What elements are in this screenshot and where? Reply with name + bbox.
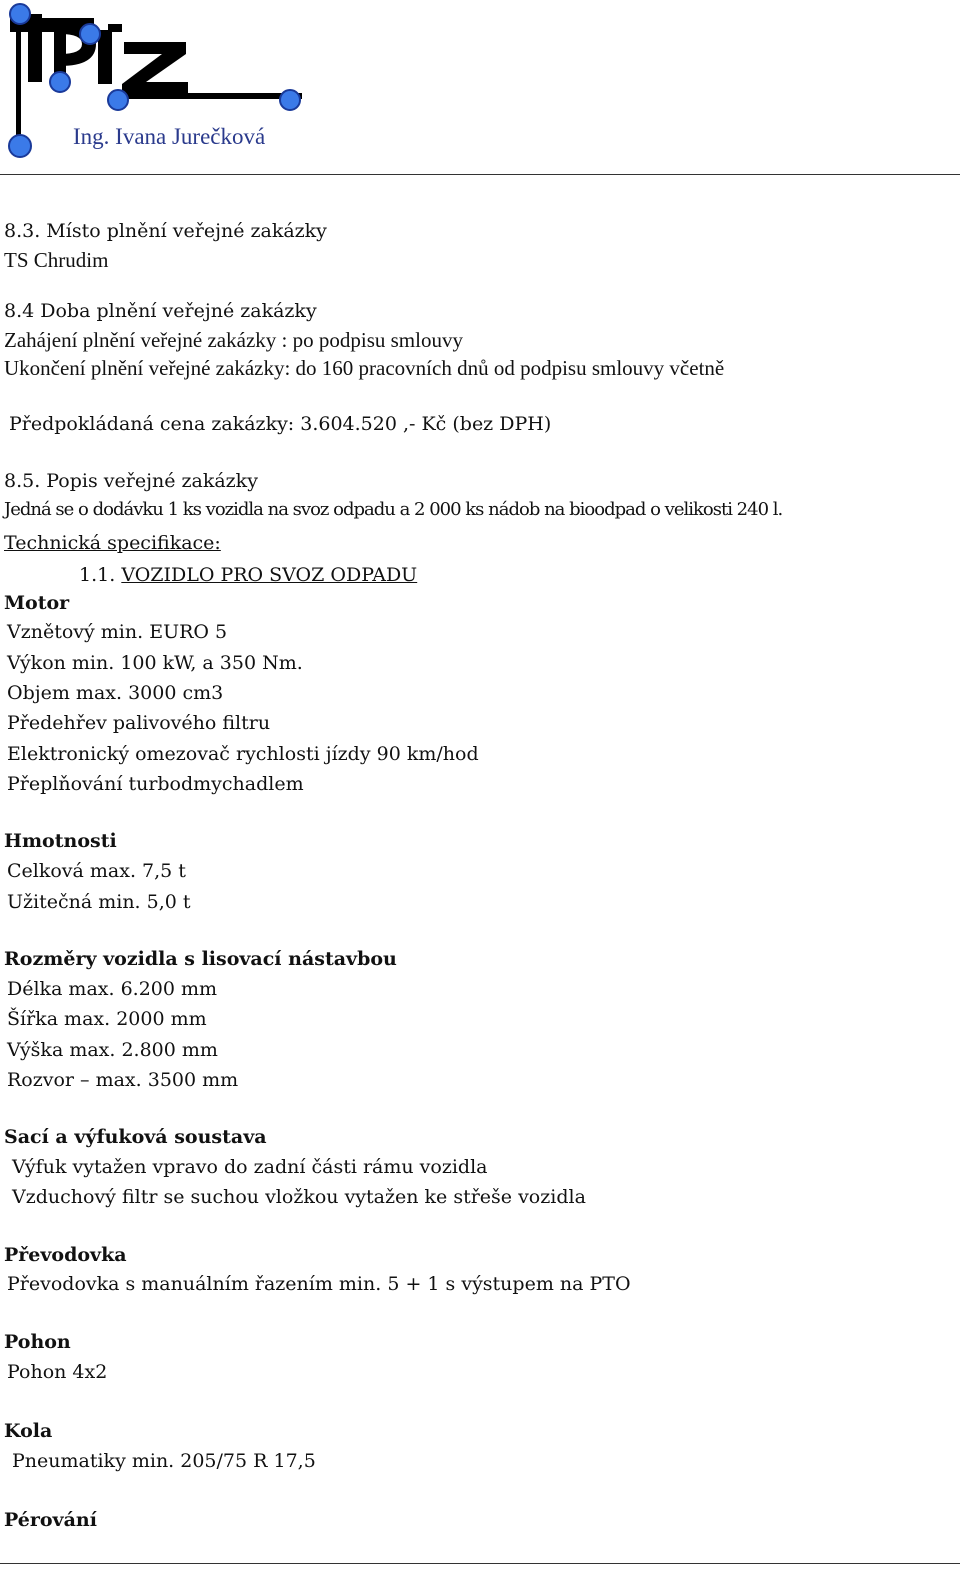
dimensions-line: Výška max. 2.800 mm — [7, 1039, 218, 1061]
motor-line: Elektronický omezovač rychlosti jízdy 90 km/hod — [7, 743, 479, 765]
footer-divider — [0, 1563, 960, 1564]
drive-heading: Pohon — [4, 1331, 71, 1353]
dimensions-heading: Rozměry vozidla s lisovací nástavbou — [4, 948, 397, 970]
intake-exhaust-line: Výfuk vytažen vpravo do zadní části rámu vozidla — [12, 1156, 488, 1178]
weights-line: Celková max. 7,5 t — [7, 860, 186, 882]
dimensions-line: Šířka max. 2000 mm — [7, 1008, 207, 1030]
gearbox-heading: Převodovka — [4, 1244, 127, 1266]
wheels-line: Pneumatiky min. 205/75 R 17,5 — [12, 1450, 316, 1472]
technical-spec-label: Technická specifikace: — [4, 532, 221, 554]
section-8-3-title: 8.3. Místo plnění veřejné zakázky — [4, 220, 327, 242]
motor-line: Přeplňování turbodmychadlem — [7, 773, 304, 795]
section-8-4-start: Zahájení plnění veřejné zakázky : po podpisu smlouvy — [4, 328, 463, 352]
item-title: VOZIDLO PRO SVOZ ODPADU — [121, 564, 418, 586]
motor-line: Předehřev palivového filtru — [7, 712, 271, 734]
logo-dot — [50, 72, 70, 92]
item-heading — [79, 563, 417, 587]
section-8-5-description: Jedná se o dodávku 1 ks vozidla na svoz odpadu a 2 000 ks nádob na bioodpad o velikosti 240 l. — [4, 499, 783, 520]
logo-dot — [108, 90, 128, 110]
section-8-4-title: 8.4 Doba plnění veřejné zakázky — [4, 300, 317, 322]
logo-dot — [9, 135, 31, 157]
motor-heading: Motor — [4, 592, 70, 614]
logo-dot — [10, 4, 30, 24]
author-name: Ing. Ivana Jurečková — [73, 124, 266, 149]
weights-heading: Hmotnosti — [4, 830, 117, 852]
wheels-heading: Kola — [4, 1420, 53, 1442]
motor-line: Výkon min. 100 kW, a 350 Nm. — [7, 652, 303, 674]
section-8-4-end: Ukončení plnění veřejné zakázky: do 160 pracovních dnů od podpisu smlouvy včetně — [4, 356, 725, 380]
logo-dot — [280, 90, 300, 110]
logo-dot — [80, 24, 100, 44]
intake-exhaust-line: Vzduchový filtr se suchou vložkou vytažen ke střeše vozidla — [12, 1186, 586, 1208]
estimated-price: Předpokládaná cena zakázky: 3.604.520 ,- Kč (bez DPH) — [9, 413, 552, 435]
header-divider — [0, 174, 960, 175]
section-8-5-title: 8.5. Popis veřejné zakázky — [4, 470, 258, 492]
item-number: 1.1. — [79, 564, 116, 586]
drive-line: Pohon 4x2 — [7, 1361, 108, 1383]
motor-line: Objem max. 3000 cm3 — [7, 682, 224, 704]
section-8-3-value: TS Chrudim — [4, 248, 109, 272]
suspension-heading: Pérování — [4, 1509, 97, 1531]
motor-line: Vznětový min. EURO 5 — [7, 621, 228, 643]
intake-exhaust-heading: Sací a výfuková soustava — [4, 1126, 267, 1148]
dimensions-line: Délka max. 6.200 mm — [7, 978, 218, 1000]
dimensions-line: Rozvor – max. 3500 mm — [7, 1069, 239, 1091]
gearbox-line: Převodovka s manuálním řazením min. 5 + 1 s výstupem na PTO — [7, 1273, 631, 1295]
weights-line: Užitečná min. 5,0 t — [7, 891, 191, 913]
